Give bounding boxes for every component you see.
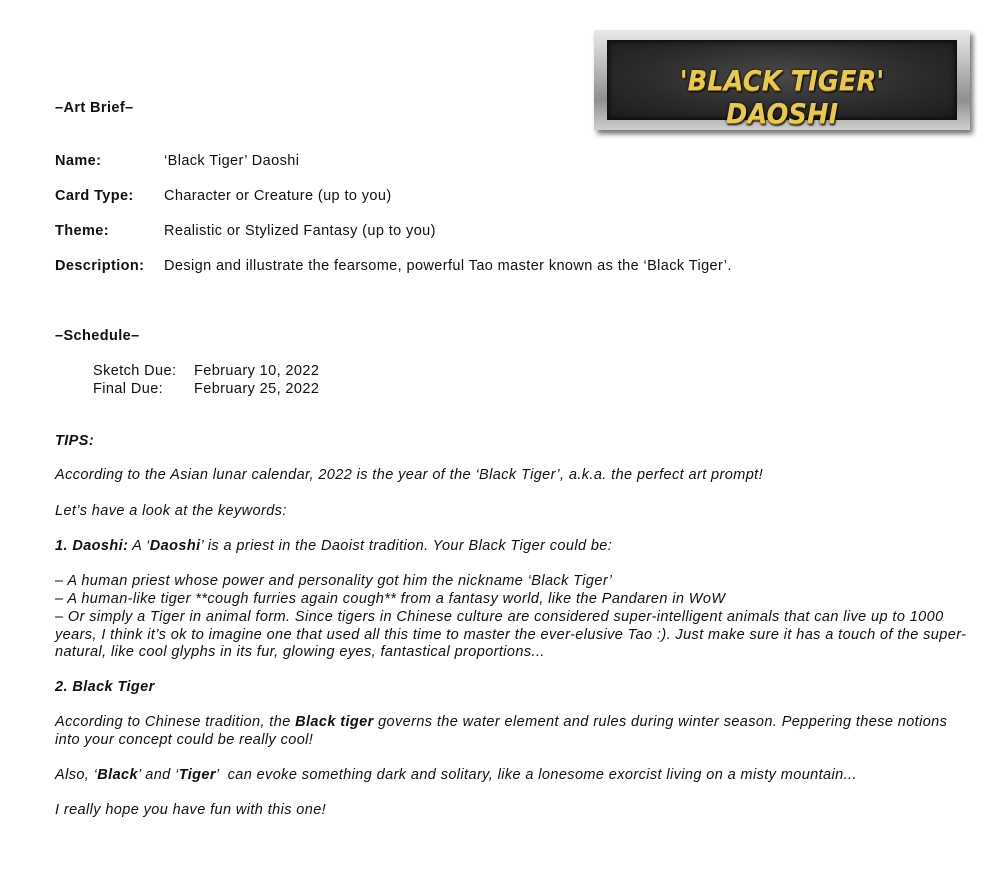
title-banner	[594, 30, 970, 130]
bt-p2-term2: Tiger	[178, 767, 216, 783]
tips-intro: According to the Asian lunar calendar, 2022 is the year of the ‘Black Tiger’, a.k.a. the perfect art prompt!	[55, 467, 764, 483]
tips-heading: TIPS:	[55, 433, 95, 449]
closing-line: I really hope you have fun with this one!	[55, 802, 327, 818]
sketch-due-value: February 10, 2022	[194, 363, 320, 379]
banner-plate	[607, 40, 957, 130]
card-type-value: Character or Creature (up to you)	[164, 188, 392, 204]
daoshi-line	[55, 538, 975, 556]
bt-p1-a: According to Chinese tradition, the	[55, 714, 296, 730]
name-value: ‘Black Tiger’ Daoshi	[164, 153, 300, 169]
name-label: Name:	[55, 153, 102, 169]
theme-label: Theme:	[55, 223, 109, 239]
daoshi-text-b: ’ is a priest in the Daoist tradition. Your Black Tiger could be:	[200, 538, 613, 554]
sketch-due-label: Sketch Due:	[93, 363, 177, 379]
bt-p2-c: ’ can evoke something dark and solitary, like a lonesome exorcist living on a misty mountain...	[215, 767, 857, 783]
daoshi-option-3: – Or simply a Tiger in animal form. Since tigers in Chinese culture are considered super-intelligent animals that can live up to 1000 years, I think it’s ok to imagine one that used all this time to master the ever-elusive Tao :). Just make sure it has a touch of the super-natural, like cool glyphs in its fur, glowing eyes, fantastical proportions...	[55, 609, 967, 660]
daoshi-title: 1. Daoshi:	[55, 538, 129, 554]
bt-p1-b: governs the water element and rules during winter season. Peppering these notions into your concept could be really cool!	[55, 714, 948, 748]
daoshi-option-2: – A human-like tiger **cough furries again cough** from a fantasy world, like the Pandaren in WoW	[55, 591, 726, 607]
theme-value: Realistic or Stylized Fantasy (up to you)	[164, 223, 436, 239]
bt-p2-a: Also, ‘	[55, 767, 98, 783]
bt-p2-b: ’ and ‘	[138, 767, 179, 783]
art-brief-heading: –Art Brief–	[55, 100, 134, 116]
card-type-label: Card Type:	[55, 188, 134, 204]
final-due-label: Final Due:	[93, 381, 164, 397]
daoshi-term: Daoshi	[149, 538, 201, 554]
black-tiger-title: 2. Black Tiger	[55, 679, 155, 695]
daoshi-option-1: – A human priest whose power and personality got him the nickname ‘Black Tiger’	[55, 573, 613, 589]
daoshi-text-a: A ‘	[128, 538, 150, 554]
schedule-heading: –Schedule–	[55, 328, 140, 344]
black-tiger-paragraph-1	[55, 714, 955, 749]
keywords-intro: Let’s have a look at the keywords:	[55, 503, 287, 519]
description-value: Design and illustrate the fearsome, powerful Tao master known as the ‘Black Tiger’.	[164, 258, 732, 274]
bt-p2-term1: Black	[97, 767, 138, 783]
bt-p1-term: Black tiger	[295, 714, 374, 730]
description-label: Description:	[55, 258, 145, 274]
banner-title: 'BLACK TIGER' DAOSHI	[679, 64, 885, 130]
final-due-value: February 25, 2022	[194, 381, 320, 397]
black-tiger-paragraph-2	[55, 767, 975, 785]
